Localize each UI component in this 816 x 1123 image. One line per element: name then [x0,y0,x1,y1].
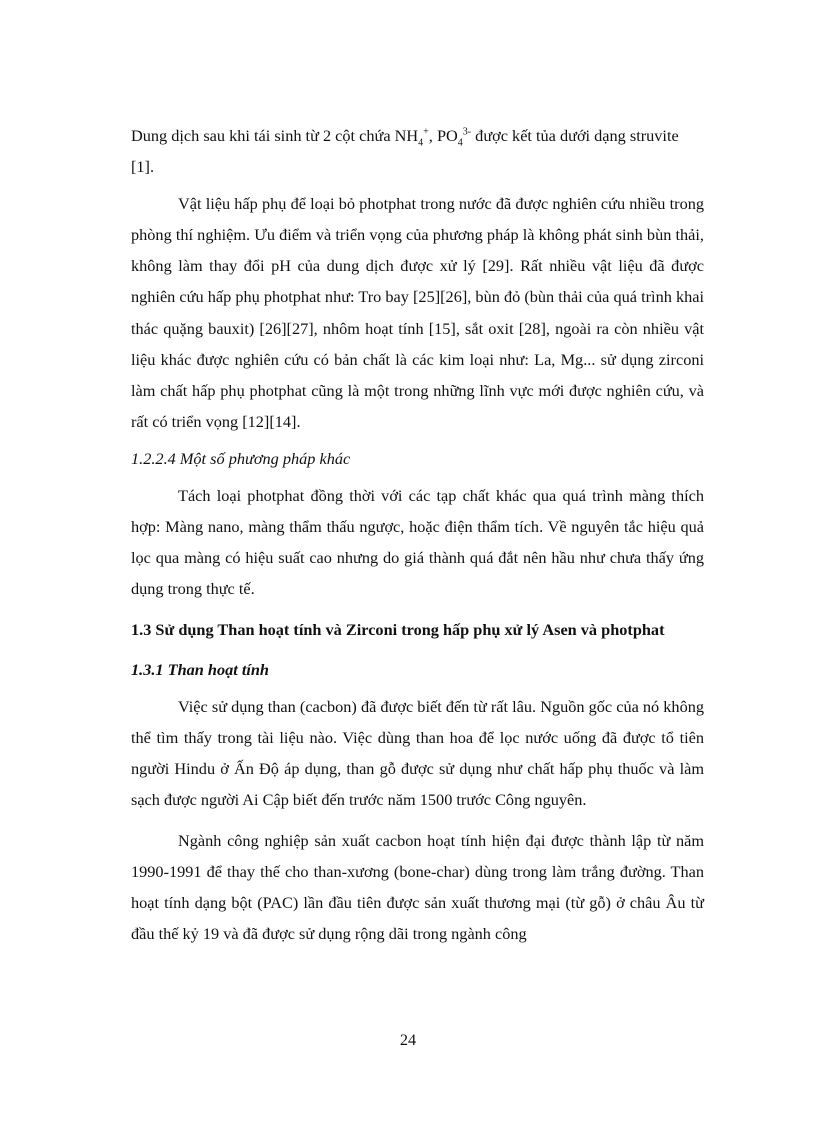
paragraph-text: , PO [428,126,458,145]
page-number: 24 [399,1030,417,1049]
paragraph-activated-carbon-industry: Ngành công nghiệp sản xuất cacbon hoạt tính hiện đại được thành lập từ năm 1990-1991 để thay thế cho than-xương (bone-char) dùng trong làm trắng đường. Than hoạt tính dạng bột (PAC) lần đầu tiên được sản xuất thương mại (từ gỗ) ở châu Âu từ đầu thế kỷ 19 và đã được sử dụng rộng dãi trong ngành công [131,830,704,944]
paragraph-struvite [131,120,704,182]
paragraph-text: được kết tủa dưới dạng struvite [1]. [131,126,679,177]
paragraph-adsorbent-materials: Vật liệu hấp phụ để loại bỏ photphat trong nước đã được nghiên cứu nhiều trong phòng thí nghiệm. Ưu điểm và triển vọng của phương pháp là không phát sinh bùn thải, không làm thay đổi pH của dung dịch được xử lý [29]. Rất nhiều vật liệu đã được nghiên cứu hấp phụ photphat như: Tro bay [25][26], bùn đỏ (bùn thải của quá trình khai thác quặng bauxit) [26][27], nhôm hoạt tính [15], sắt oxit [28], ngoài ra còn nhiều vật liệu khác được nghiên cứu có bản chất là các kim loại như: La, Mg... sử dụng zirconi làm chất hấp phụ photphat cũng là một trong những lĩnh vực mới được nghiên cứu, và rất có triển vọng [12][14]. [131,194,704,431]
heading-1-2-2-4: 1.2.2.4 Một số phương pháp khác [131,448,351,468]
heading-1-3: 1.3 Sử dụng Than hoạt tính và Zirconi trong hấp phụ xử lý Asen và photphat [131,620,665,640]
page-content [131,120,704,949]
superscript: 3- [462,126,472,138]
paragraph-text: Dung dịch sau khi tái sinh từ 2 cột chứa NH [131,126,419,145]
heading-1-3-1: 1.3.1 Than hoạt tính [131,659,269,679]
paragraph-carbon-history: Việc sử dụng than (cacbon) đã được biết đến từ rất lâu. Nguồn gốc của nó không thể tìm thấy trong tài liệu nào. Việc dùng than hoa để lọc nước uống đã được tổ tiên người Hindu ở Ấn Độ áp dụng, than gỗ được sử dụng như chất hấp phụ thuốc và làm sạch được người Ai Cập biết đến trước năm 1500 trước Công nguyên. [131,696,704,809]
paragraph-membrane-process: Tách loại photphat đồng thời với các tạp chất khác qua quá trình màng thích hợp: Màng nano, màng thẩm thấu ngược, hoặc điện thẩm tích. Về nguyên tắc hiệu quả lọc qua màng có hiệu suất cao nhưng do giá thành quá đắt nên hầu như chưa thấy ứng dụng trong thực tế. [131,486,704,599]
subscript: 4 [457,137,463,149]
subscript: 4 [418,137,424,149]
superscript: + [423,126,429,138]
